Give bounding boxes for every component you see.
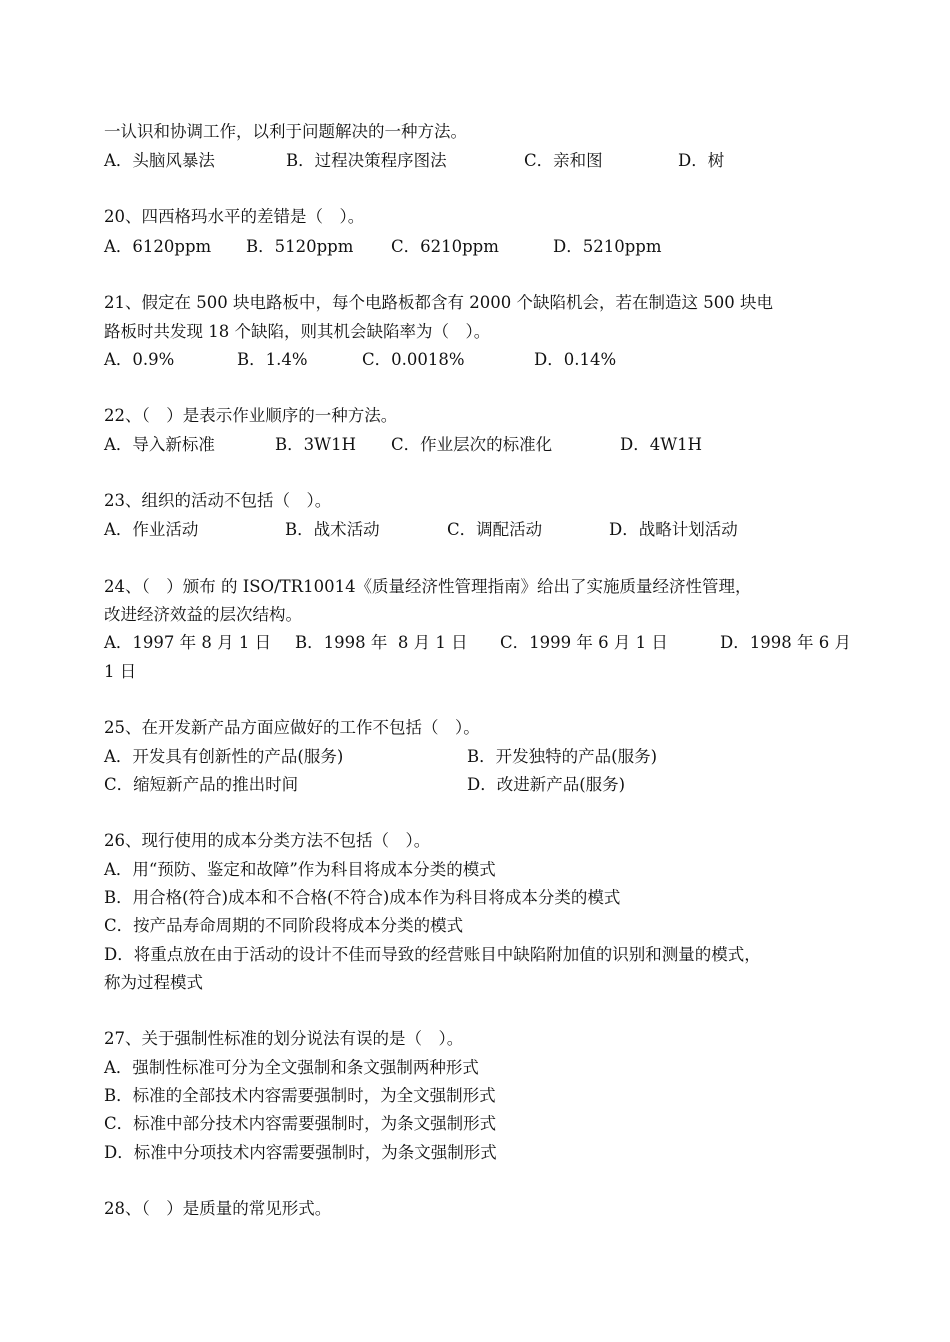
q22-option-c: C．作业层次的标准化 bbox=[391, 435, 553, 454]
q23-option-d: D．战略计划活动 bbox=[609, 520, 738, 539]
q20-stem: 20、四西格玛水平的差错是（ ）。 bbox=[104, 207, 365, 226]
q22-stem: 22、（ ）是表示作业顺序的一种方法。 bbox=[104, 406, 398, 425]
q25-option-a: A．开发具有创新性的产品(服务) bbox=[104, 747, 344, 766]
q24-option-a: A．1997 年 8 月 1 日 bbox=[104, 633, 272, 652]
q26-option-c: C．按产品寿命周期的不同阶段将成本分类的模式 bbox=[104, 916, 464, 935]
q27-option-d: D．标准中分项技术内容需要强制时，为条文强制形式 bbox=[104, 1143, 497, 1162]
q26-stem: 26、现行使用的成本分类方法不包括（ ）。 bbox=[104, 831, 431, 850]
q19-option-b: B．过程决策程序图法 bbox=[286, 151, 447, 170]
q19-option-c: C．亲和图 bbox=[524, 151, 603, 170]
q24-option-d: D．1998 年 6 月 bbox=[720, 633, 851, 652]
q23-stem: 23、组织的活动不包括（ ）。 bbox=[104, 491, 332, 510]
q25-stem: 25、在开发新产品方面应做好的工作不包括（ ）。 bbox=[104, 718, 480, 737]
q28-stem: 28、（ ）是质量的常见形式。 bbox=[104, 1199, 332, 1218]
q24-option-d-wrap: 1 日 bbox=[104, 662, 137, 681]
q27-stem: 27、关于强制性标准的划分说法有误的是（ ）。 bbox=[104, 1029, 464, 1048]
q26-option-b: B．用合格(符合)成本和不合格(不符合)成本作为科目将成本分类的模式 bbox=[104, 888, 621, 907]
q20-option-d: D．5210ppm bbox=[553, 237, 662, 256]
q21-stem-line2: 路板时共发现 18 个缺陷，则其机会缺陷率为（ ）。 bbox=[104, 322, 491, 341]
q24-option-c: C．1999 年 6 月 1 日 bbox=[500, 633, 668, 652]
q24-stem-line2: 改进经济效益的层次结构。 bbox=[104, 605, 302, 624]
q20-option-b: B．5120ppm bbox=[246, 237, 354, 256]
q25-option-c: C．缩短新产品的推出时间 bbox=[104, 775, 299, 794]
q22-option-a: A．导入新标准 bbox=[104, 435, 215, 454]
q19-option-a: A．头脑风暴法 bbox=[104, 151, 215, 170]
q20-option-a: A．6120ppm bbox=[104, 237, 212, 256]
q20-option-c: C．6210ppm bbox=[391, 237, 499, 256]
q27-option-c: C．标准中部分技术内容需要强制时，为条文强制形式 bbox=[104, 1114, 497, 1133]
q26-option-d-wrap: 称为过程模式 bbox=[104, 973, 203, 992]
q25-option-b: B．开发独特的产品(服务) bbox=[467, 747, 657, 766]
q21-option-a: A．0.9% bbox=[104, 350, 175, 369]
q22-option-d: D．4W1H bbox=[620, 435, 703, 454]
q23-option-c: C．调配活动 bbox=[447, 520, 543, 539]
q26-option-a: A．用“预防、鉴定和故障”作为科目将成本分类的模式 bbox=[104, 860, 496, 879]
q21-option-b: B．1.4% bbox=[237, 350, 308, 369]
q22-option-b: B．3W1H bbox=[275, 435, 356, 454]
q24-stem-line1: 24、（ ）颁布 的 ISO/TR10014《质量经济性管理指南》给出了实施质量经济性管理， bbox=[104, 577, 752, 596]
q27-option-a: A．强制性标准可分为全文强制和条文强制两种形式 bbox=[104, 1058, 479, 1077]
q25-option-d: D．改进新产品(服务) bbox=[467, 775, 626, 794]
q19-option-d: D．树 bbox=[678, 151, 725, 170]
q21-option-c: C．0.0018% bbox=[362, 350, 465, 369]
q21-option-d: D．0.14% bbox=[534, 350, 617, 369]
q21-stem-line1: 21、假定在 500 块电路板中，每个电路板都含有 2000 个缺陷机会，若在制造这 500 块电 bbox=[104, 293, 773, 312]
q19-stem-tail: 一认识和协调工作，以利于问题解决的一种方法。 bbox=[104, 122, 467, 141]
q23-option-b: B．战术活动 bbox=[285, 520, 380, 539]
q24-option-b: B．1998 年 8 月 1 日 bbox=[295, 633, 468, 652]
q26-option-d: D．将重点放在由于活动的设计不佳而导致的经营账目中缺陷附加值的识别和测量的模式， bbox=[104, 945, 761, 964]
q27-option-b: B．标准的全部技术内容需要强制时，为全文强制形式 bbox=[104, 1086, 496, 1105]
q23-option-a: A．作业活动 bbox=[104, 520, 199, 539]
